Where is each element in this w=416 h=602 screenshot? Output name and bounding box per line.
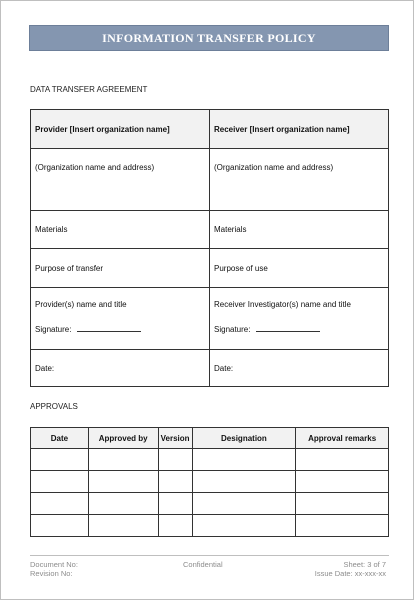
- agreement-purpose-row: [31, 249, 389, 288]
- receiver-header: Receiver [Insert organization name]: [210, 110, 389, 149]
- provider-materials-cell[interactable]: Materials: [31, 211, 210, 249]
- receiver-date-cell[interactable]: Date:: [210, 350, 389, 387]
- approvals-heading: APPROVALS: [30, 402, 78, 411]
- agreement-signature-row: [31, 288, 389, 350]
- receiver-signature-line[interactable]: [256, 323, 320, 332]
- col-approved-by: Approved by: [88, 428, 158, 449]
- agreement-header-row: [31, 110, 389, 149]
- agreement-org-row: [31, 149, 389, 211]
- approval-cell[interactable]: [296, 493, 389, 515]
- receiver-signature-label: Signature:: [214, 325, 251, 334]
- receiver-purpose-cell[interactable]: Purpose of use: [210, 249, 389, 288]
- footer-document-no: Document No:: [30, 560, 78, 569]
- page-title: INFORMATION TRANSFER POLICY: [102, 30, 316, 45]
- approval-cell[interactable]: [88, 449, 158, 471]
- col-designation: Designation: [192, 428, 296, 449]
- col-approval-remarks: Approval remarks: [296, 428, 389, 449]
- approval-cell[interactable]: [158, 493, 192, 515]
- approval-cell[interactable]: [31, 449, 89, 471]
- agreement-date-row: [31, 350, 389, 387]
- col-version: Version: [158, 428, 192, 449]
- receiver-name-title-label: Receiver Investigator(s) name and title: [214, 300, 351, 309]
- agreement-table: [30, 109, 389, 387]
- approval-cell[interactable]: [31, 493, 89, 515]
- approval-cell[interactable]: [88, 515, 158, 537]
- col-date: Date: [31, 428, 89, 449]
- title-banner: [29, 25, 389, 51]
- table-row: [31, 515, 389, 537]
- approval-cell[interactable]: [88, 471, 158, 493]
- provider-name-title-label: Provider(s) name and title: [35, 300, 127, 309]
- table-row: [31, 493, 389, 515]
- receiver-org-cell[interactable]: (Organization name and address): [210, 149, 389, 211]
- provider-signature-label: Signature:: [35, 325, 72, 334]
- approval-cell[interactable]: [31, 515, 89, 537]
- receiver-signature-row: [214, 323, 384, 334]
- table-row: [31, 471, 389, 493]
- approval-cell[interactable]: [192, 493, 296, 515]
- approval-cell[interactable]: [192, 515, 296, 537]
- approval-cell[interactable]: [192, 471, 296, 493]
- approval-cell[interactable]: [158, 515, 192, 537]
- footer-revision-no: Revision No:: [30, 569, 73, 578]
- provider-signature-line[interactable]: [77, 323, 141, 332]
- approval-cell[interactable]: [296, 449, 389, 471]
- footer-divider: [30, 555, 389, 556]
- approval-cell[interactable]: [296, 471, 389, 493]
- approval-cell[interactable]: [192, 449, 296, 471]
- receiver-materials-cell[interactable]: Materials: [210, 211, 389, 249]
- provider-signature-cell[interactable]: [31, 288, 210, 350]
- agreement-heading: DATA TRANSFER AGREEMENT: [30, 85, 148, 94]
- table-row: [31, 449, 389, 471]
- approval-cell[interactable]: [158, 449, 192, 471]
- footer-sheet: Sheet: 3 of 7: [343, 560, 386, 569]
- approval-cell[interactable]: [31, 471, 89, 493]
- approvals-header-row: [31, 428, 389, 449]
- provider-date-cell[interactable]: Date:: [31, 350, 210, 387]
- approval-cell[interactable]: [158, 471, 192, 493]
- footer-confidential: Confidential: [183, 560, 223, 569]
- footer-issue-date: Issue Date: xx-xxx-xx: [314, 569, 386, 578]
- approval-cell[interactable]: [88, 493, 158, 515]
- approvals-table: [30, 427, 389, 537]
- provider-org-cell[interactable]: (Organization name and address): [31, 149, 210, 211]
- receiver-signature-cell[interactable]: [210, 288, 389, 350]
- provider-header: Provider [Insert organization name]: [31, 110, 210, 149]
- provider-signature-row: [35, 323, 205, 334]
- provider-purpose-cell[interactable]: Purpose of transfer: [31, 249, 210, 288]
- agreement-materials-row: [31, 211, 389, 249]
- approval-cell[interactable]: [296, 515, 389, 537]
